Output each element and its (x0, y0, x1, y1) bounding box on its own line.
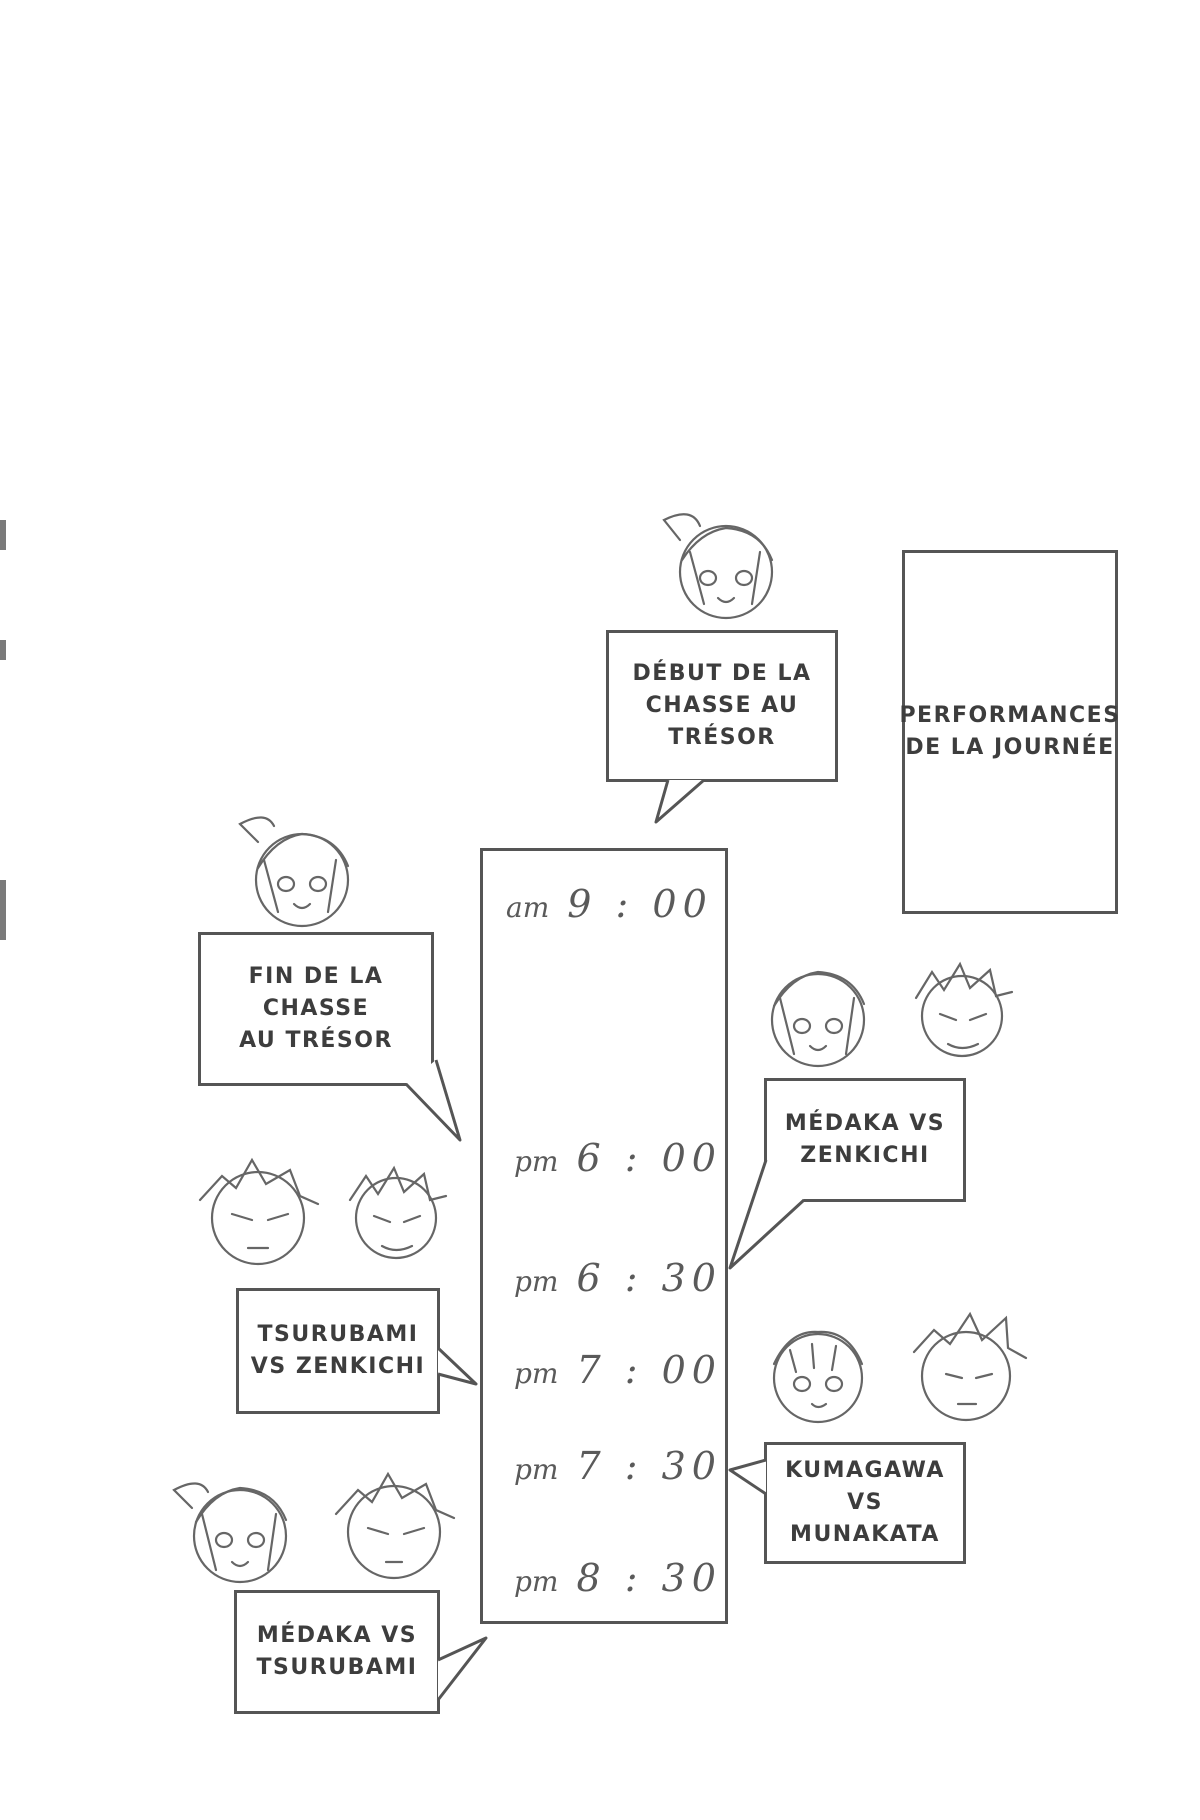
time-clock: 8 : 30 (576, 1556, 722, 1600)
event-text: KUMAGAWA VS MUNAKATA (785, 1458, 945, 1547)
character-zenkichi-sketch (916, 964, 1012, 1056)
speech-tail (656, 780, 704, 822)
time-clock: 9 : 00 (567, 882, 713, 926)
speech-tail (438, 1638, 486, 1700)
speech-tail (730, 1160, 804, 1268)
time-clock: 6 : 00 (576, 1136, 722, 1180)
character-medaka-sketch (664, 514, 772, 618)
time-clock: 7 : 30 (576, 1444, 722, 1488)
event-text: MÉDAKA VS ZENKICHI (784, 1111, 946, 1168)
speech-tail (406, 1060, 460, 1140)
character-munakata-sketch (914, 1314, 1026, 1420)
time-ampm: pm (514, 1453, 559, 1486)
speech-tail (730, 1460, 766, 1494)
time-ampm: pm (514, 1357, 559, 1390)
character-medaka-sketch (240, 817, 348, 926)
time-clock: 7 : 00 (576, 1348, 722, 1392)
character-medaka-sketch (174, 1483, 286, 1582)
event-text: MÉDAKA VS TSURUBAMI (256, 1623, 418, 1680)
time-ampm: am (506, 891, 550, 924)
time-clock: 6 : 30 (576, 1256, 722, 1300)
event-text: DÉBUT DE LA CHASSE AU TRÉSOR (632, 661, 812, 750)
character-medaka-sketch (772, 972, 864, 1066)
time-ampm: pm (514, 1265, 559, 1298)
title-text: PERFORMANCES DE LA JOURNÉE (899, 703, 1121, 760)
event-text: TSURUBAMI VS ZENKICHI (250, 1322, 426, 1379)
speech-tail (438, 1348, 476, 1384)
character-kumagawa-sketch (774, 1332, 862, 1422)
character-tsurubami-sketch (200, 1160, 318, 1264)
character-tsurubami-sketch (336, 1474, 454, 1578)
time-ampm: pm (514, 1565, 559, 1598)
time-ampm: pm (514, 1145, 559, 1178)
character-zenkichi-sketch (350, 1168, 446, 1258)
event-text: FIN DE LA CHASSE AU TRÉSOR (239, 964, 393, 1053)
